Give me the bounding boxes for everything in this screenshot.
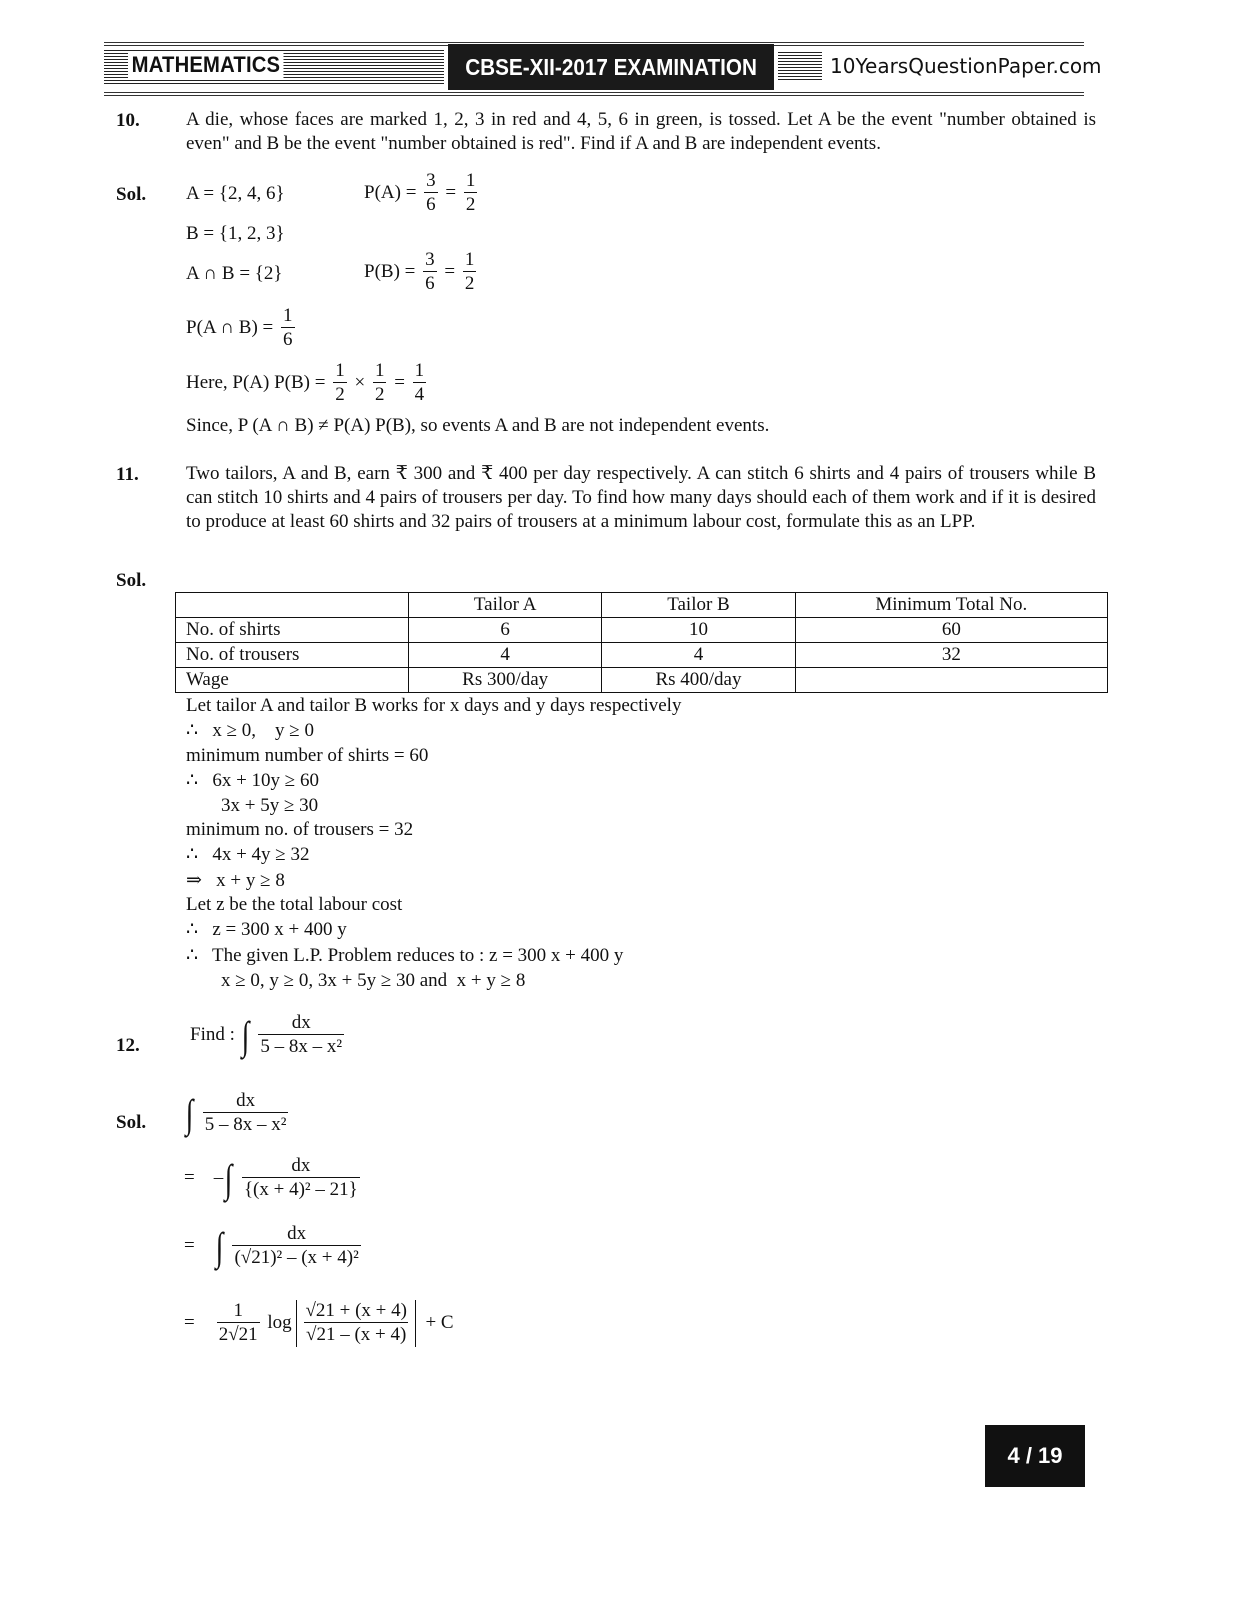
table-header-cell: Tailor B [602, 593, 795, 618]
solution-line: ∴ The given L.P. Problem reduces to : z = 300 x + 400 y [186, 945, 624, 966]
table-cell: No. of shirts [176, 618, 409, 643]
integral-step-1: ∫ $\frac{dx}{\text{5 – 8x – x²}}$ [185, 1090, 287, 1136]
solution-line: minimum no. of trousers = 32 [186, 819, 414, 840]
question-number-11: 11. [116, 464, 139, 485]
table-cell: 4 [602, 643, 795, 668]
question-number-12: 12. [116, 1035, 140, 1056]
table-cell: No. of trousers [176, 643, 409, 668]
set-a-intersect-b: A ∩ B = {2} [186, 263, 283, 284]
table-row [176, 643, 1108, 668]
solution-line: ⇒ x + y ≥ 8 [186, 870, 285, 891]
product-pa-pb: Here, P(A) P(B) = $\frac{1}{2}$ × $\frac{1}{2}$ = $\frac{1}{4}$ [186, 360, 425, 405]
header-bottom-rule [104, 92, 1084, 93]
solution-line: ∴ 6x + 10y ≥ 60 [186, 770, 319, 791]
solution-line: Let z be the total labour cost [186, 894, 403, 915]
table-cell: Rs 300/day [409, 668, 602, 693]
solution-label-10: Sol. [116, 184, 147, 205]
prob-a-intersect-b: P(A ∩ B) = $\frac{1}{6}$ [186, 305, 293, 350]
table-header-cell: Minimum Total No. [795, 593, 1107, 618]
table-cell: Rs 400/day [602, 668, 795, 693]
table-cell: 6 [409, 618, 602, 643]
header-top-rule [104, 42, 1084, 43]
prob-b: P(B) = $\frac{3}{6}$ = $\frac{1}{2}$ [364, 249, 475, 294]
solution-line: ∴ z = 300 x + 400 y [186, 919, 347, 940]
table-cell [795, 668, 1107, 693]
exam-title [448, 44, 774, 90]
table-cell: 60 [795, 618, 1107, 643]
site-name: 10YearsQuestionPaper.com [830, 54, 1102, 78]
table-cell: Wage [176, 668, 409, 693]
integral-sign: ∫ [241, 1012, 249, 1058]
lpp-table [175, 592, 1108, 693]
solution-line: 3x + 5y ≥ 30 [221, 795, 319, 816]
question-number-10: 10. [116, 110, 140, 131]
header-stripes-right [778, 52, 822, 82]
table-cell: 10 [602, 618, 795, 643]
table-row [176, 618, 1108, 643]
integral-step-3: = ∫ $\frac{dx}{\text{(√21)² – (x + 4)²}}$ [184, 1223, 359, 1269]
solution-line: Let tailor A and tailor B works for x days and y days respectively [186, 695, 682, 716]
table-header-cell: Tailor A [409, 593, 602, 618]
conclusion-10: Since, P (A ∩ B) ≠ P(A) P(B), so events A and B are not independent events. [186, 415, 770, 436]
solution-line: minimum number of shirts = 60 [186, 745, 429, 766]
table-header-cell [176, 593, 409, 618]
header-bottom-rule-2 [104, 95, 1084, 96]
integral-result: = $\frac{1}{2√21}$ log $\frac{√21 + (x + 4)}{√21 - (x + 4)}$ + C [184, 1300, 454, 1345]
set-b: B = {1, 2, 3} [186, 223, 285, 244]
solution-line: x ≥ 0, y ≥ 0, 3x + 5y ≥ 30 and x + y ≥ 8 [221, 970, 526, 991]
table-cell: 32 [795, 643, 1107, 668]
subject-title: MATHEMATICS [128, 52, 284, 78]
prob-a: P(A) = $\frac{3}{6}$ = $\frac{1}{2}$ [364, 170, 476, 215]
integral-step-2: = –∫ $\frac{dx}{\text{\{(x + 4)² – 21\}}}$ [184, 1155, 358, 1201]
table-header-row [176, 593, 1108, 618]
exam-title-text: CBSE-XII-2017 EXAMINATION [465, 53, 757, 80]
solution-label-12: Sol. [116, 1112, 147, 1133]
solution-line: ∴ 4x + 4y ≥ 32 [186, 844, 310, 865]
question-11-text: Two tailors, A and B, earn ₹ 300 and ₹ 400 per day respectively. A can stitch 6 shirts and 4 pairs of trousers while B can stitch 10 shirts and 4 pairs of trousers per day. To find how many days should each of them work and if it is desired to produce at least 60 shirts and 32 pairs of trousers at a minimum labour cost, formulate this as an LPP. [186, 463, 1096, 532]
solution-line: ∴ x ≥ 0, y ≥ 0 [186, 720, 314, 741]
question-10-text: A die, whose faces are marked 1, 2, 3 in red and 4, 5, 6 in green, is tossed. Let A be the event "number obtained is even" and B be the event "number obtained is red". Find if A and B are independent events. [186, 109, 1096, 154]
set-a: A = {2, 4, 6} [186, 183, 285, 204]
table-row [176, 668, 1108, 693]
solution-label-11: Sol. [116, 570, 147, 591]
table-cell: 4 [409, 643, 602, 668]
question-12-text: Find : ∫ $\frac{dx}{\text{5 – 8x – x²}}$ [190, 1012, 343, 1058]
page-number: 4 / 19 [985, 1425, 1085, 1487]
